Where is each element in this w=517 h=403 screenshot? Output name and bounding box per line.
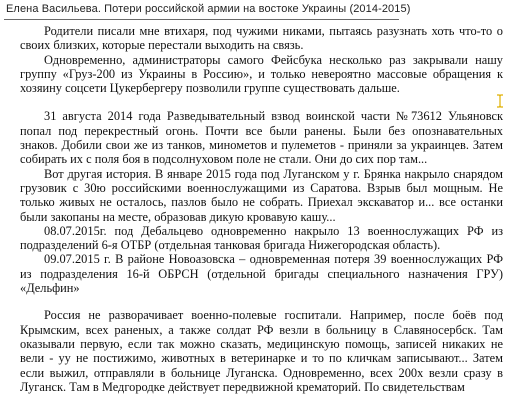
page-header: Елена Васильева. Потери российской армии на востоке Украины (2014-2015) xyxy=(6,3,411,15)
paragraph: Одновременно, администраторы самого Фейсбука несколько раз закрывали нашу группу «Груз-200 из Украины в Россию», и только невероятно массовые обращения к хозяину соцсети Цукербергеру позволили группе существовать дальше. xyxy=(20,52,503,96)
document-body xyxy=(20,24,503,394)
paragraph: Вот другая история. В январе 2015 года под Луганском у г. Брянка накрыло снарядом грузовик с 30ю российскими военнослужащими из Саратова. Взрыв был мощным. Не только живых не осталось, пазлов было не собрать. Приехал экскаватор и... все останки были закопаны на месте, образовав дикую кровавую кашу... xyxy=(20,166,503,224)
paragraph: 31 августа 2014 года Разведывательный взвод воинской части №73612 Ульяновск попал под перекрестный огонь. Почти все были ранены. Были без опознавательных знаков. Добили свои же из танков, минометов и пулеметов - приняли за украинцев. Затем собирать их с поля боя в подсолнуховом поле не стали. Они до сих пор там... xyxy=(20,109,503,167)
paragraph: 08.07.2015г. под Дебальцево одновременно накрыло 13 военнослужащих РФ из подразделений 6-я ОТБР (отдельная танковая бригада Нижегородская область). xyxy=(20,223,503,253)
header-divider xyxy=(4,19,399,20)
paragraph: 09.07.2015 г. В районе Новоазовска – одновременная потеря 39 военнослужащих РФ из подразделения 16-й ОБРСН (отдельной бригады специального назначения ГРУ) «Дельфин» xyxy=(20,252,503,296)
paragraph: Родители писали мне втихаря, под чужими никами, пытаясь разузнать хоть что-то о своих близких, которые перестали выходить на связь. xyxy=(20,24,503,53)
text-cursor-icon xyxy=(496,94,504,108)
paragraph: Россия не разворачивает военно-полевые госпитали. Например, после боёв под Крымским, всех раненых, а также солдат РФ везли в больницу в Славяносербск. Там оказывали первую, если так можно сказать, медицинскую помощь, записей никаких не вели - уу не постижимо, животных в ветеринарке и то по кличкам записывают... Затем если выжил, отправляли в больнице Луганска. Одновременно, всех 200х везли сразу в Луганск. Там в Медгородке действует передвижной крематорий. По свидетельствам xyxy=(20,308,503,394)
